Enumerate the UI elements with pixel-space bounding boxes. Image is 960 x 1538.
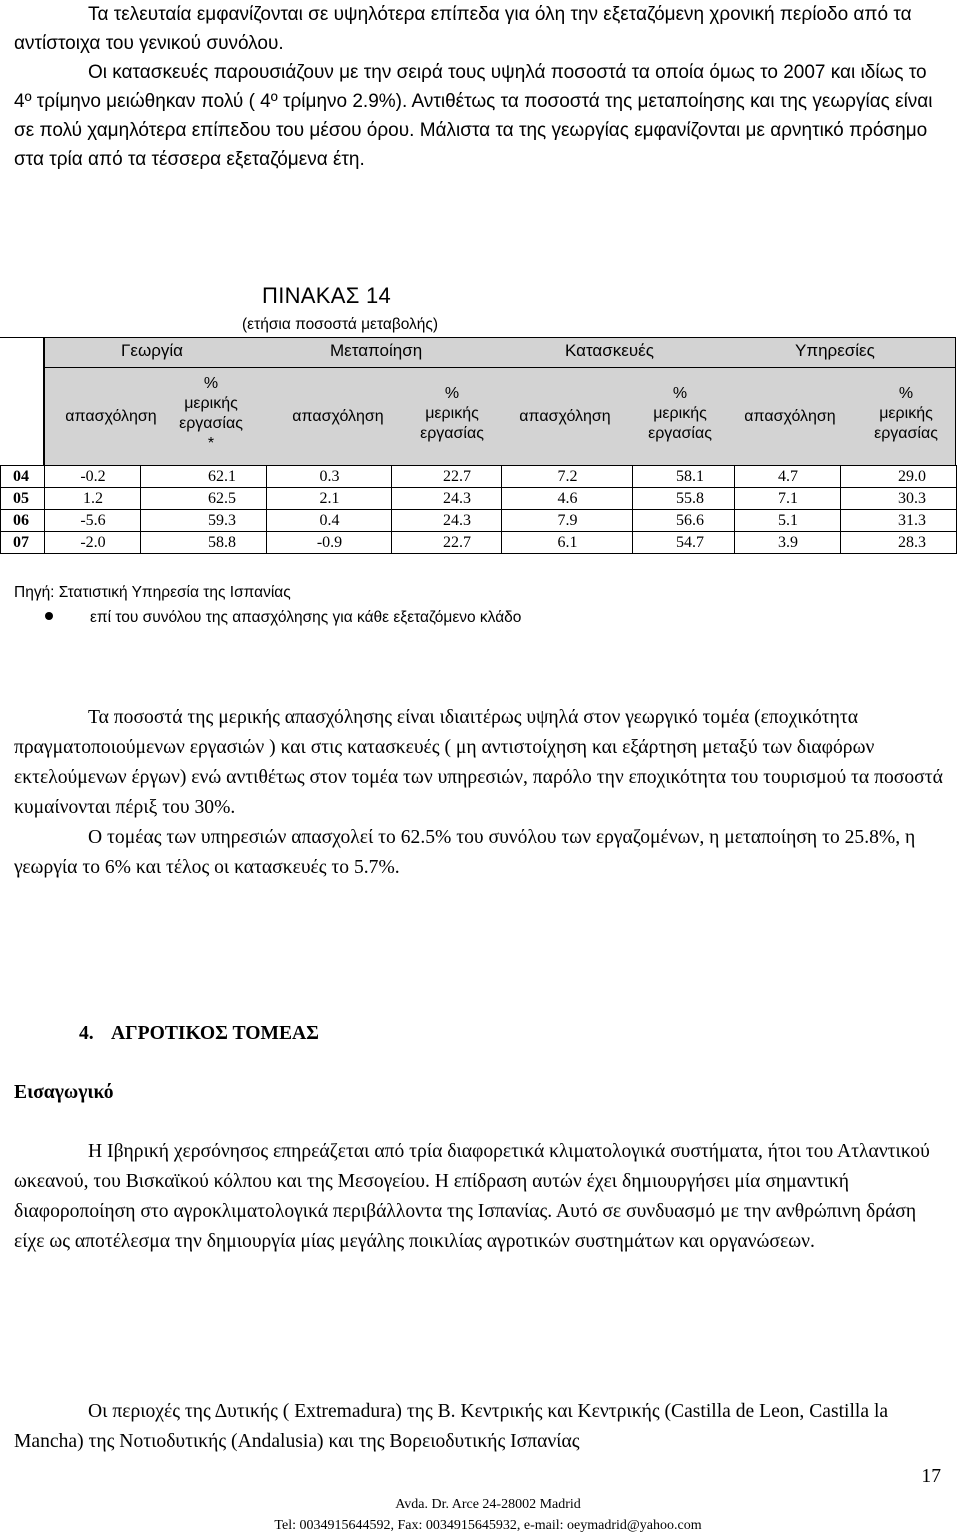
table-row — [1, 532, 957, 554]
header-parttime-word2: εργασίας — [420, 425, 484, 442]
table-sector-border — [44, 367, 956, 368]
table-cell: 1.2 — [45, 488, 141, 510]
table-cell: 0.4 — [267, 510, 392, 532]
header-parttime-word1: μερικής — [879, 405, 933, 422]
table-cell: 22.7 — [392, 466, 502, 488]
intro-line-1: Τα τελευταία εμφανίζονται σε υψηλότερα επίπεδα για όλη την εξεταζόμενη χρονική περίοδο από τα αντίστοιχα του γενικού συνόλου. — [14, 4, 912, 54]
paragraph-regions: Οι περιοχές της Δυτικής ( Extremadura) της Β. Κεντρικής και Κεντρικής (Castilla de Leon, Castilla la Mancha) της Νοτιοδυτικής (Andalusia) και της Βορειοδυτικής Ισπανίας — [14, 1401, 889, 1452]
paragraph-climate: Η Ιβηρική χερσόνησος επηρεάζεται από τρία διαφορετικά κλιματολογικά συστήματα, ήτοι του Ατλαντικού ωκεανού, του Βισκαϊκού κόλπου και της Μεσογείου. Η επίδραση αυτών έχει δημιουργήσει μία σημαντική διαφοροποίηση στο αγροκλιματολογικά περιβάλλοντα της Ισπανίας. Αυτό σε συνδυασμό με την ανθρώπινη δράση είχε ως αποτέλεσμα την δημιουργία μίας μεγάλης ποικιλίας αγροτικών συστημάτων και οργανώσεων. — [14, 1141, 930, 1252]
employment-paragraph — [14, 703, 944, 883]
data-table — [0, 465, 957, 554]
table-cell: 24.3 — [392, 510, 502, 532]
header-parttime-asterisk: * — [207, 435, 215, 452]
header-employment-services: απασχόληση — [744, 408, 836, 425]
section-heading — [79, 1023, 319, 1045]
regions-paragraph — [14, 1397, 944, 1457]
subsection-heading: Εισαγωγικό — [14, 1082, 114, 1103]
bullet-icon — [45, 612, 53, 620]
header-employment-manufacturing: απασχόληση — [292, 408, 384, 425]
page-number: 17 — [921, 1466, 941, 1487]
table-cell: -5.6 — [45, 510, 141, 532]
paragraph-sector-share: Ο τομέας των υπηρεσιών απασχολεί το 62.5% του συνόλου των εργαζομένων, η μεταποίηση το 25.8%, η γεωργία το 6% και τέλος οι κατασκευές το 5.7%. — [14, 827, 916, 878]
header-parttime-word2: εργασίας — [874, 425, 938, 442]
table-cell-year: 06 — [1, 510, 45, 532]
table-right-border — [955, 337, 956, 465]
sector-agriculture: Γεωργία — [121, 341, 183, 360]
footer-address: Avda. Dr. Arce 24-28002 Madrid — [395, 1497, 581, 1512]
table-cell: -2.0 — [45, 532, 141, 554]
header-parttime-word1: μερικής — [653, 405, 707, 422]
table-row — [1, 466, 957, 488]
footer-contact: Tel: 0034915644592, Fax: 0034915645932, e-mail: oeymadrid@yahoo.com — [274, 1518, 702, 1533]
header-parttime-construction — [640, 384, 720, 444]
intro-paragraph — [14, 0, 944, 174]
sector-construction: Κατασκευές — [565, 341, 654, 360]
table-cell: 5.1 — [735, 510, 841, 532]
header-parttime-word2: εργασίας — [648, 425, 712, 442]
header-parttime-word1: μερικής — [184, 395, 238, 412]
header-parttime-pct: % — [444, 385, 460, 402]
table-source: Πηγή: Στατιστική Υπηρεσία της Ισπανίας — [14, 584, 291, 601]
table-cell-year: 04 — [1, 466, 45, 488]
intro-agriculture-paragraph — [14, 1137, 944, 1257]
table-row — [1, 488, 957, 510]
section-title: ΑΓΡΟΤΙΚΟΣ ΤΟΜΕΑΣ — [111, 1023, 319, 1044]
header-parttime-pct: % — [898, 385, 914, 402]
table-cell: 7.9 — [502, 510, 633, 532]
table-cell: 4.6 — [502, 488, 633, 510]
sector-manufacturing: Μεταποίηση — [330, 341, 423, 360]
table-row — [1, 510, 957, 532]
table-cell-year: 05 — [1, 488, 45, 510]
table-top-border — [44, 337, 956, 338]
table-cell: 4.7 — [735, 466, 841, 488]
intro-line-2: Οι κατασκευές παρουσιάζουν με την σειρά τους υψηλά ποσοστά τα οποία όμως το 2007 και ιδίως το 4º τρίμηνο μειώθηκαν πολύ ( 4º τρίμηνο 2.9%). Αντιθέτως τα ποσοστά της μεταποίησης και της γεωργίας είναι σε πολύ χαμηλότερα επίπεδου του μέσου όρου. Μάλιστα τα της γεωργίας εμφανίζονται με αρνητικό πρόσημο στα τρία από τα τέσσερα εξεταζόμενα έτη. — [14, 62, 933, 170]
table-header — [0, 337, 960, 465]
paragraph-parttime: Τα ποσοστά της μερικής απασχόλησης είναι ιδιαιτέρως υψηλά στον γεωργικό τομέα (εποχικότητα πραγματοποιούμενων εργασιών ) και στις κατασκευές ( μη αντιστοίχηση και εξάρτηση μεταξύ των διαφόρων εκτελούμενων έργων) ενώ αντιθέτως στον τομέα των υπηρεσιών, παρόλο την εποχικότητα του τουρισμού τα ποσοστά κυμαίνονται πέριξ του 30%. — [14, 707, 943, 818]
table-cell: 2.1 — [267, 488, 392, 510]
header-parttime-pct: % — [203, 375, 219, 392]
table-cell: 54.7 — [633, 532, 735, 554]
table-cell: 62.5 — [141, 488, 267, 510]
header-parttime-pct: % — [672, 385, 688, 402]
header-parttime-agriculture — [176, 374, 246, 454]
sector-services: Υπηρεσίες — [795, 341, 875, 360]
table-cell: 24.3 — [392, 488, 502, 510]
table-cell: -0.2 — [45, 466, 141, 488]
footnote-text: επί του συνόλου της απασχόλησης για κάθε εξεταζόμενο κλάδο — [90, 609, 522, 626]
table-title: ΠΙΝΑΚΑΣ 14 — [262, 283, 392, 308]
table-footnote — [45, 609, 521, 627]
table-cell: 29.0 — [841, 466, 957, 488]
table-cell: 58.8 — [141, 532, 267, 554]
table-cell: 30.3 — [841, 488, 957, 510]
table-cell: 6.1 — [502, 532, 633, 554]
table-header-year-cell — [0, 337, 44, 466]
table-cell: 7.1 — [735, 488, 841, 510]
header-parttime-word2: εργασίας — [179, 415, 243, 432]
table-cell: 58.1 — [633, 466, 735, 488]
table-cell: 28.3 — [841, 532, 957, 554]
table-cell-year: 07 — [1, 532, 45, 554]
table-cell: -0.9 — [267, 532, 392, 554]
header-employment-agriculture: απασχόληση — [65, 408, 157, 425]
header-parttime-manufacturing — [412, 384, 492, 444]
header-parttime-word1: μερικής — [425, 405, 479, 422]
table-cell: 31.3 — [841, 510, 957, 532]
table-cell: 3.9 — [735, 532, 841, 554]
table-cell: 22.7 — [392, 532, 502, 554]
table-cell: 0.3 — [267, 466, 392, 488]
header-employment-construction: απασχόληση — [519, 408, 611, 425]
table-cell: 59.3 — [141, 510, 267, 532]
table-cell: 56.6 — [633, 510, 735, 532]
section-number: 4. — [79, 1023, 94, 1044]
table-cell: 62.1 — [141, 466, 267, 488]
table-body — [0, 465, 956, 554]
header-parttime-services — [866, 384, 946, 444]
table-cell: 7.2 — [502, 466, 633, 488]
table-cell: 55.8 — [633, 488, 735, 510]
table-subtitle: (ετήσια ποσοστά μεταβολής) — [242, 316, 439, 333]
